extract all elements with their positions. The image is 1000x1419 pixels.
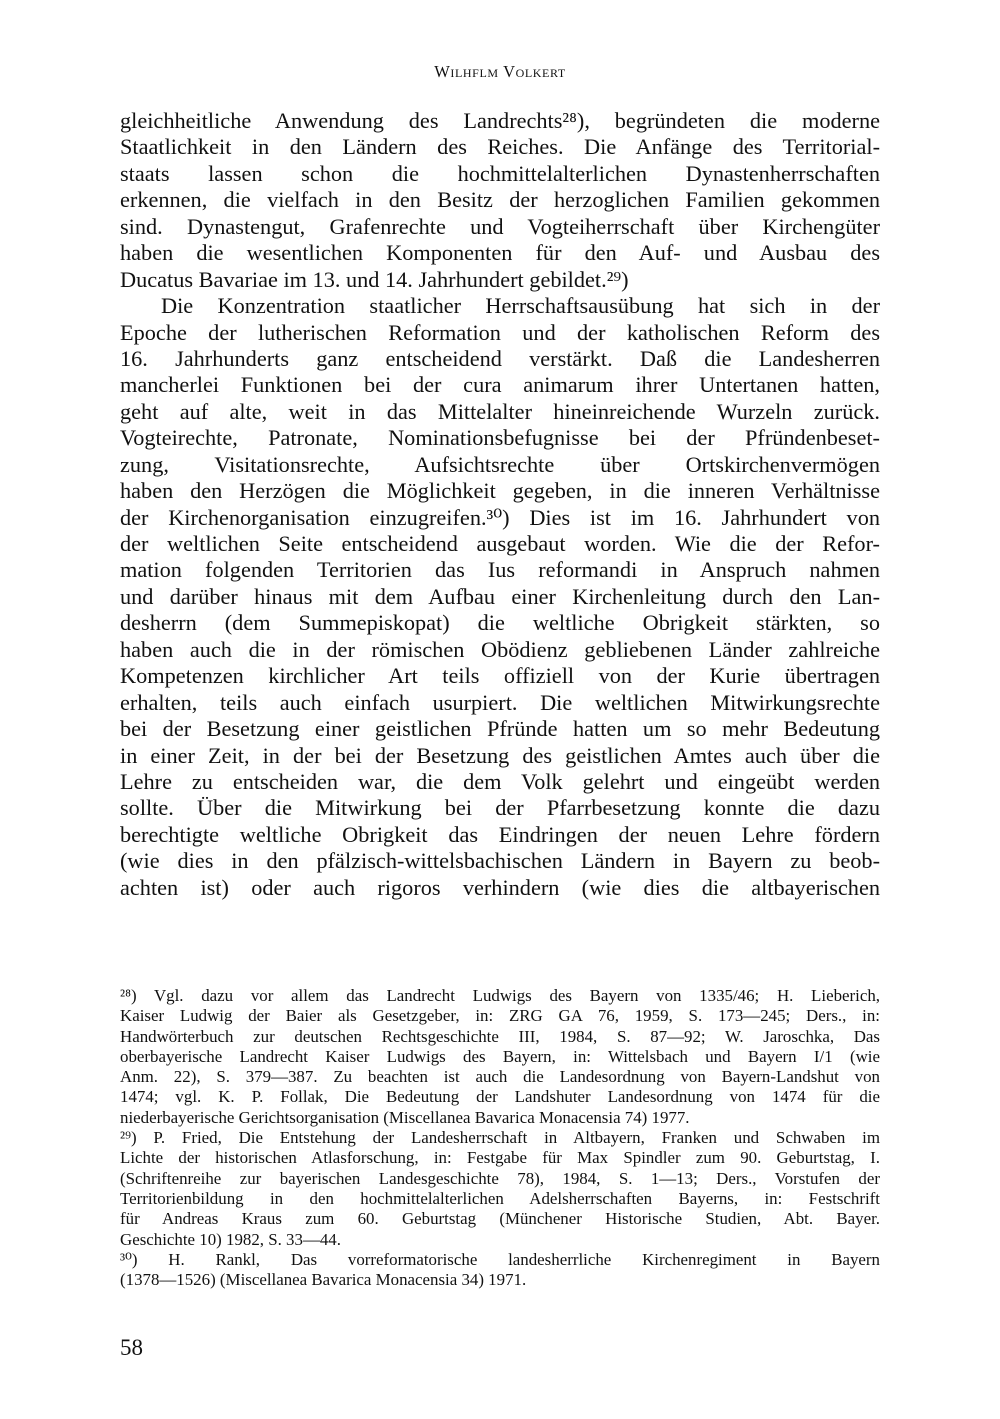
- body-line: (wie dies in den pfälzisch-wittelsbachischen Ländern in Bayern zu beob-: [120, 848, 880, 874]
- body-line: mancherlei Funktionen bei der cura animarum ihrer Untertanen hatten,: [120, 372, 880, 398]
- body-line: Epoche der lutherischen Reformation und der katholischen Reform des: [120, 319, 880, 345]
- body-line: und darüber hinaus mit dem Aufbau einer Kirchenleitung durch den Lan-: [120, 583, 880, 609]
- body-line: Kompetenzen kirchlicher Art teils offiziell von der Kurie übertragen: [120, 663, 880, 689]
- body-line: haben auch die in der römischen Obödienz gebliebenen Länder zahlreiche: [120, 636, 880, 662]
- footnotes: [120, 986, 880, 1290]
- footnote-line: niederbayerische Gerichtsorganisation (Miscellanea Bavarica Monacensia 74) 1977.: [120, 1107, 690, 1127]
- footnote-line: Kaiser Ludwig der Baier als Gesetzgeber, in: ZRG GA 76, 1959, S. 173—245; Ders., in:: [120, 1006, 880, 1026]
- footnote-line: (1378—1526) (Miscellanea Bavarica Monacensia 34) 1971.: [120, 1270, 527, 1290]
- footnote-line: oberbayerische Landrecht Kaiser Ludwigs des Bayern, in: Wittelsbach und Bayern I/1 (wie: [120, 1046, 880, 1066]
- body-line: erkennen, die vielfach in den Besitz der herzoglichen Familien gekommen: [120, 187, 880, 213]
- footnote-line: Anm. 22), S. 379—387. Zu beachten ist auch die Landesordnung von Bayern-Landshut von: [120, 1067, 880, 1087]
- footnote-line: Geschichte 10) 1982, S. 33—44.: [120, 1229, 341, 1249]
- footnote-line: Territorienbildung in den hochmittelalterlichen Adelsherrschaften Bayerns, in: Festschrift: [120, 1188, 880, 1208]
- body-line: haben die wesentlichen Komponenten für den Auf- und Ausbau des: [120, 240, 880, 266]
- body-line: der Kirchenorganisation einzugreifen.³⁰) Dies ist im 16. Jahrhundert von: [120, 504, 880, 530]
- body-line: 16. Jahrhunderts ganz entscheidend verstärkt. Daß die Landesherren: [120, 345, 880, 371]
- body-line: erhalten, teils auch einfach usurpiert. Die weltlichen Mitwirkungsrechte: [120, 689, 880, 715]
- body-line: desherrn (dem Summepiskopat) die weltliche Obrigkeit stärkten, so: [120, 610, 880, 636]
- body-line: Lehre zu entscheiden war, die dem Volk gelehrt und eingeübt werden: [120, 768, 880, 794]
- body-line: geht auf alte, weit in das Mittelalter hineinreichende Wurzeln zurück.: [120, 398, 880, 424]
- footnote-line: Handwörterbuch zur deutschen Rechtsgeschichte III, 1984, S. 87—92; W. Jaroschka, Das: [120, 1026, 880, 1046]
- footnote-line: ²⁹) P. Fried, Die Entstehung der Landesherrschaft in Altbayern, Franken und Schwaben im: [120, 1128, 880, 1148]
- body-line: berechtigte weltliche Obrigkeit das Eindringen der neuen Lehre fördern: [120, 821, 880, 847]
- footnote-line: (Schriftenreihe zur bayerischen Landesgeschichte 78), 1984, S. 1—13; Ders., Vorstufen der: [120, 1168, 880, 1188]
- body-line: der weltlichen Seite entscheidend ausgebaut worden. Wie die der Refor-: [120, 531, 880, 556]
- body-text: [120, 108, 880, 901]
- body-line: sollte. Über die Mitwirkung bei der Pfarrbesetzung konnte die dazu: [120, 795, 880, 821]
- body-line: Die Konzentration staatlicher Herrschaftsausübung hat sich in der: [161, 293, 880, 319]
- body-line: haben den Herzögen die Möglichkeit gegeben, in die inneren Verhältnisse: [120, 478, 880, 504]
- body-line: Vogteirechte, Patronate, Nominationsbefugnisse bei der Pfründenbeset-: [120, 425, 880, 451]
- footnote-line: für Andreas Kraus zum 60. Geburtstag (Münchener Historische Studien, Abt. Bayer.: [120, 1209, 880, 1229]
- body-line: staats lassen schon die hochmittelalterlichen Dynastenherrschaften: [120, 160, 880, 186]
- footnote-line: ³⁰) H. Rankl, Das vorreformatorische landesherrliche Kirchenregiment in Bayern: [120, 1249, 880, 1269]
- body-line: Staatlichkeit in den Ländern des Reiches. Die Anfänge des Territorial-: [120, 134, 880, 160]
- body-line: gleichheitliche Anwendung des Landrechts²⁸), begründeten die moderne: [120, 108, 880, 133]
- body-line: bei der Besetzung einer geistlichen Pfründe hatten um so mehr Bedeutung: [120, 716, 880, 742]
- running-header: Wilhflm Volkert: [434, 62, 566, 81]
- footnote-line: Lichte der historischen Atlasforschung, in: Festgabe für Max Spindler zum 90. Geburtstag, I.: [120, 1148, 880, 1168]
- body-line: mation folgenden Territorien das Ius reformandi in Anspruch nahmen: [120, 557, 880, 583]
- body-line: sind. Dynastengut, Grafenrechte und Vogteiherrschaft über Kirchengüter: [120, 213, 880, 239]
- footnote-line: 1474; vgl. K. P. Follak, Die Bedeutung der Landshuter Landesordnung von 1474 für die: [120, 1087, 880, 1107]
- body-line: zung, Visitationsrechte, Aufsichtsrechte über Ortskirchenvermögen: [120, 451, 880, 477]
- body-line: in einer Zeit, in der bei der Besetzung des geistlichen Amtes auch über die: [120, 742, 880, 768]
- body-line: achten ist) oder auch rigoros verhindern (wie dies die altbayerischen: [120, 874, 880, 900]
- page-number: 58: [120, 1335, 143, 1360]
- body-line: Ducatus Bavariae im 13. und 14. Jahrhundert gebildet.²⁹): [120, 266, 629, 292]
- footnote-line: ²⁸) Vgl. dazu vor allem das Landrecht Ludwigs des Bayern von 1335/46; H. Lieberich,: [120, 986, 880, 1005]
